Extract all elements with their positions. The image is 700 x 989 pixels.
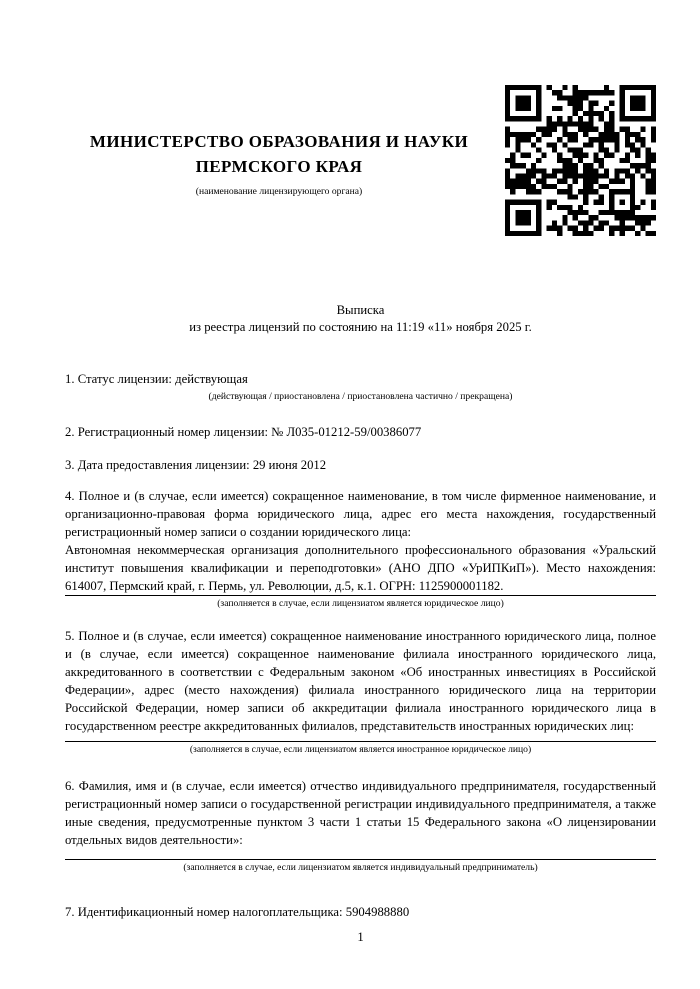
qr-code-icon xyxy=(505,85,656,236)
page-number: 1 xyxy=(357,930,364,944)
taxpayer-id-number: 7. Идентификационный номер налогоплательщика: 5904988880 xyxy=(65,905,410,919)
individual-entrepreneur-heading: 6. Фамилия, имя и (в случае, если имеется) отчество индивидуального предпринимателя, государственный регистрационный номер записи о государственной регистрации индивидуального предпринимателя, а также иные сведения, предусмотренные пунктом 3 части 1 статьи 15 Федерального закона «О лицензировании отдельных видов деятельности»: xyxy=(65,779,656,847)
foreign-entity-caption: (заполняется в случае, если лицензиатом является иностранное юридическое лицо) xyxy=(65,741,656,756)
document-title-line1: Выписка xyxy=(336,303,385,317)
license-grant-date: 3. Дата предоставления лицензии: 29 июня 2012 xyxy=(65,458,327,472)
foreign-entity-heading: 5. Полное и (в случае, если имеется) сокращенное наименование иностранного юридического лица, полное и (в случае, если имеется) сокращенное наименование филиала иностранного юридического лица, аккредитованного в соответствии с Федеральным законом «Об иностранных инвестициях в Российской Федерации», адрес (место нахождения) филиала иностранного юридического лица на территории Российской Федерации, номер записи об аккредитации филиала иностранного юридического лица в государственном реестре аккредитованных филиалов, представительств иностранных юридических лиц: xyxy=(65,629,656,733)
individual-entrepreneur-blank-field xyxy=(65,849,656,859)
document-header xyxy=(65,85,656,236)
licensing-authority-block xyxy=(65,129,505,198)
license-status-caption: (действующая / приостановлена / приостановлена частично / прекращена) xyxy=(208,391,513,402)
legal-entity-value: Автономная некоммерческая организация дополнительного профессионального образования «Уральский институт повышения квалификации и переподготовки» (АНО ДПО «УрИПКиП»). Место нахождения: 614007, Пермский край, г. Пермь, ул. Революции, д.5, к.1. ОГРН: 1125900001182. xyxy=(65,543,656,593)
document-title xyxy=(65,302,656,336)
ministry-name-line2: ПЕРМСКОГО КРАЯ xyxy=(195,157,363,176)
legal-entity-caption: (заполняется в случае, если лицензиатом является юридическое лицо) xyxy=(65,595,656,610)
license-status: 1. Статус лицензии: действующая xyxy=(65,372,248,386)
ministry-name-line1: МИНИСТЕРСТВО ОБРАЗОВАНИЯ И НАУКИ xyxy=(89,132,469,151)
license-registration-number: 2. Регистрационный номер лицензии: № Л035-01212-59/00386077 xyxy=(65,425,422,439)
document-title-line2: из реестра лицензий по состоянию на 11:19 «11» ноября 2025 г. xyxy=(189,320,532,334)
ministry-caption: (наименование лицензирующего органа) xyxy=(195,186,363,197)
individual-entrepreneur-caption: (заполняется в случае, если лицензиатом является индивидуальный предприниматель) xyxy=(65,859,656,874)
legal-entity-heading: 4. Полное и (в случае, если имеется) сокращенное наименование, в том числе фирменное наименование, и организационно-правовая форма юридического лица, адрес его места нахождения, государственный регистрационный номер записи о создании юридического лица: xyxy=(65,489,656,539)
qr-code-svg xyxy=(505,85,656,236)
